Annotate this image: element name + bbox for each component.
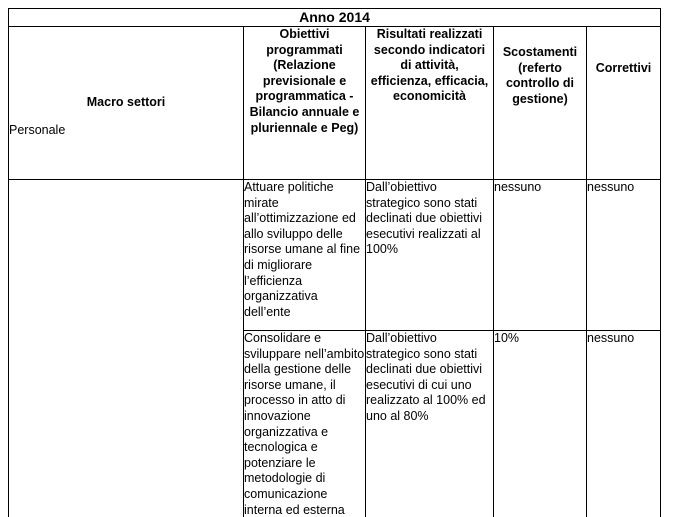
- header-macro-settori: [9, 27, 244, 180]
- header-correttivi: [587, 27, 661, 180]
- header-risultati: [366, 27, 494, 180]
- year-row: [9, 9, 661, 27]
- scostamento-cell: nessuno: [494, 180, 587, 331]
- sector-cell: [9, 123, 244, 517]
- table-row: [9, 180, 661, 331]
- risultato-cell: Dall’obiettivo strategico sono stati declinati due obiettivi esecutivi di cui uno realizzato al 100% ed uno al 80%: [366, 331, 494, 517]
- report-table: [8, 8, 661, 517]
- header-scostamenti-label: Scostamenti (referto controllo di gestione): [502, 45, 578, 106]
- header-obiettivi: [244, 27, 366, 180]
- header-macro-settori-label: Macro settori: [86, 95, 166, 110]
- correttivo-cell: nessuno: [587, 331, 661, 517]
- header-risultati-label: Risultati realizzati secondo indicatori di attività, efficienza, efficacia, economicità: [370, 27, 489, 104]
- year-title: Anno 2014: [9, 9, 661, 27]
- scostamento-cell: 10%: [494, 331, 587, 517]
- obiettivo-cell: Consolidare e sviluppare nell’ambito della gestione delle risorse umane, il processo in atto di innovazione organizzativa e tecnologica e potenziare le metodologie di comunicazione interna ed esterna: [244, 331, 366, 517]
- header-correttivi-label: Correttivi: [595, 61, 652, 75]
- sector-label: Personale: [9, 123, 66, 137]
- header-scostamenti: [494, 27, 587, 180]
- obiettivo-cell: Attuare politiche mirate all’ottimizzazione ed allo sviluppo delle risorse umane al fine di migliorare l’efficienza organizzativa dell’ente: [244, 180, 366, 331]
- header-obiettivi-label: Obiettivi programmati (Relazione previsionale e programmatica - Bilancio annuale e pluriennale e Peg): [249, 27, 360, 135]
- correttivo-cell: nessuno: [587, 180, 661, 331]
- risultato-cell: Dall’obiettivo strategico sono stati declinati due obiettivi esecutivi realizzati al 100%: [366, 180, 494, 331]
- header-row: [9, 27, 661, 180]
